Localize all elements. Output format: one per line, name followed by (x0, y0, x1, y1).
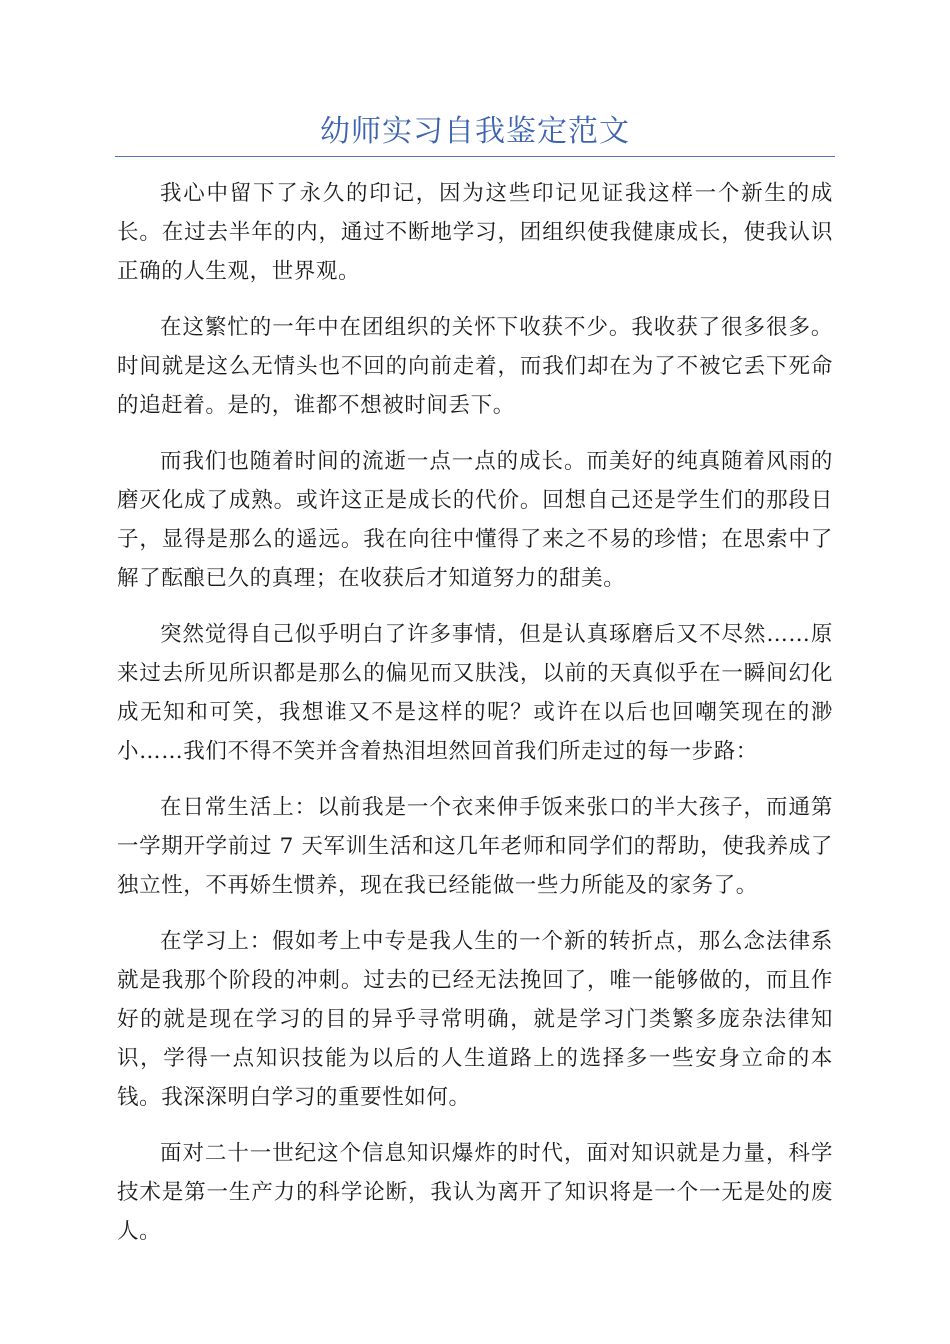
document-body (117, 174, 833, 1268)
paragraph: 我心中留下了永久的印记，因为这些印记见证我这样一个新生的成长。在过去半年的内，通过不断地学习，团组织使我健康成长，使我认识正确的人生观，世界观。 (117, 181, 833, 284)
paragraph: 突然觉得自己似乎明白了许多事情，但是认真琢磨后又不尽然……原来过去所见所识都是那么的偏见而又肤浅，以前的天真似乎在一瞬间幻化成无知和可笑，我想谁又不是这样的呢？或许在以后也回嘲笑现在的渺小……我们不得不笑并含着热泪坦然回首我们所走过的每一步路： (117, 622, 833, 764)
paragraph: 面对二十一世纪这个信息知识爆炸的时代，面对知识就是力量，科学技术是第一生产力的科学论断，我认为离开了知识将是一个一无是处的废人。 (117, 1141, 833, 1244)
paragraph: 在学习上：假如考上中专是我人生的一个新的转折点，那么念法律系就是我那个阶段的冲刺。过去的已经无法挽回了，唯一能够做的，而且作好的就是现在学习的目的异乎寻常明确，就是学习门类繁多庞杂法律知识，学得一点知识技能为以后的人生道路上的选择多一些安身立命的本钱。我深深明白学习的重要性如何。 (117, 929, 833, 1110)
paragraph: 在这繁忙的一年中在团组织的关怀下收获不少。我收获了很多很多。时间就是这么无情头也不回的向前走着，而我们却在为了不被它丢下死命的追赶着。是的，谁都不想被时间丢下。 (117, 315, 833, 418)
document-title: 幼师实习自我鉴定范文 (320, 114, 630, 149)
title-block (115, 112, 835, 157)
paragraph: 而我们也随着时间的流逝一点一点的成长。而美好的纯真随着风雨的磨灭化成了成熟。或许这正是成长的代价。回想自己还是学生们的那段日子，显得是那么的遥远。我在向往中懂得了来之不易的珍惜；在思索中了解了酝酿已久的真理；在收获后才知道努力的甜美。 (117, 449, 833, 591)
paragraph: 在日常生活上：以前我是一个衣来伸手饭来张口的半大孩子，而通第一学期开学前过 7 天军训生活和这几年老师和同学们的帮助，使我养成了独立性，不再娇生惯养，现在我已经能做一些力所能及的家务了。 (117, 795, 833, 898)
